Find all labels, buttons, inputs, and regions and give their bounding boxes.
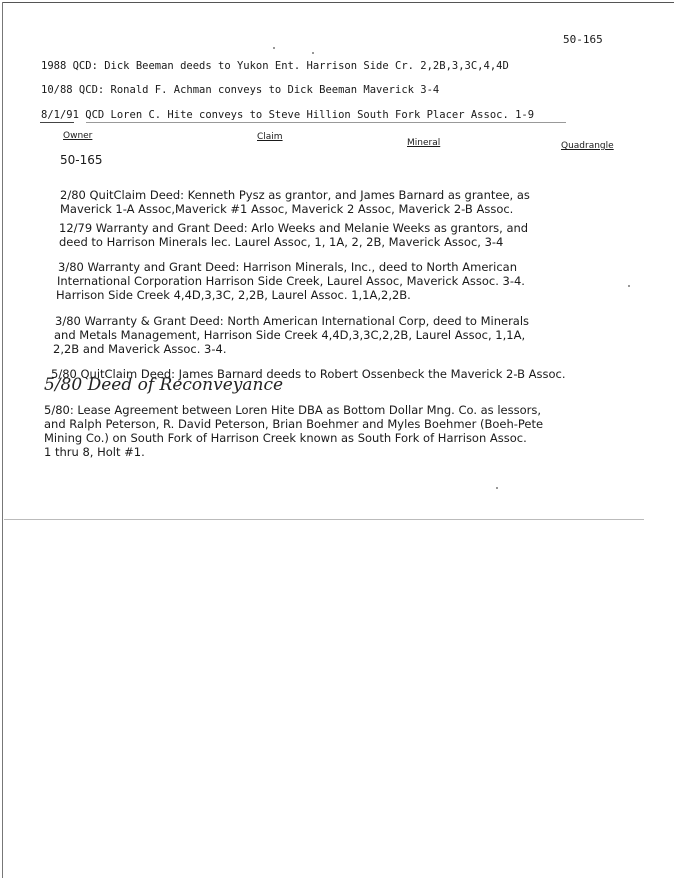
underline-form [86, 122, 566, 123]
entry-1-line-2: Maverick 1-A Assoc,Maverick #1 Assoc, Maverick 2 Assoc, Maverick 2-B Assoc. [60, 202, 514, 216]
handwritten-note: 5/80 Deed of Reconveyance [44, 375, 284, 395]
entry-3-line-3: Harrison Side Creek 4,4D,3,3C, 2,2B, Laurel Assoc. 1,1A,2,2B. [56, 288, 411, 302]
page-number: 50-165 [563, 33, 603, 46]
scan-speck [273, 47, 275, 49]
scan-speck [628, 285, 630, 287]
entry-5-line-1: 5/80 QuitClaim Deed: James Barnard deeds to Robert Ossenbeck the Maverick 2-B Assoc. [51, 367, 566, 381]
page-top-edge [2, 2, 674, 3]
page-left-edge [2, 2, 3, 878]
file-number: 50-165 [60, 153, 103, 167]
entry-2-line-2: deed to Harrison Minerals lec. Laurel Assoc, 1, 1A, 2, 2B, Maverick Assoc, 3-4 [59, 235, 504, 249]
lease-line-1: 5/80: Lease Agreement between Loren Hite DBA as Bottom Dollar Mng. Co. as lessors, [44, 403, 541, 417]
lease-line-3: Mining Co.) on South Fork of Harrison Creek known as South Fork of Harrison Assoc. [44, 431, 527, 445]
fold-line [4, 519, 644, 520]
entry-1-line-1: 2/80 QuitClaim Deed: Kenneth Pysz as grantor, and James Barnard as grantee, as [60, 188, 530, 202]
entry-4-line-3: 2,2B and Maverick Assoc. 3-4. [53, 342, 227, 356]
entry-3-line-1: 3/80 Warranty and Grant Deed: Harrison Minerals, Inc., deed to North American [58, 260, 517, 274]
top-line-2: 10/88 QCD: Ronald F. Achman conveys to Dick Beeman Maverick 3-4 [41, 84, 440, 96]
scan-speck [312, 52, 314, 54]
entry-2-line-1: 12/79 Warranty and Grant Deed: Arlo Weeks and Melanie Weeks as grantors, and [59, 221, 529, 235]
underline-date [40, 122, 74, 123]
entry-4-line-1: 3/80 Warranty & Grant Deed: North American International Corp, deed to Minerals [55, 314, 530, 328]
header-owner: Owner [63, 131, 93, 141]
lease-line-2: and Ralph Peterson, R. David Peterson, Brian Boehmer and Myles Boehmer (Boeh-Pete [44, 417, 544, 431]
top-line-1: 1988 QCD: Dick Beeman deeds to Yukon Ent. Harrison Side Cr. 2,2B,3,3C,4,4D [41, 60, 509, 72]
top-line-3: 8/1/91 QCD Loren C. Hite conveys to Steve Hillion South Fork Placer Assoc. 1-9 [41, 109, 535, 121]
header-claim: Claim [257, 132, 283, 142]
entry-4-line-2: and Metals Management, Harrison Side Creek 4,4D,3,3C,2,2B, Laurel Assoc, 1,1A, [54, 328, 526, 342]
header-mineral: Mineral [407, 138, 441, 148]
scan-speck [496, 487, 498, 489]
lease-line-4: 1 thru 8, Holt #1. [44, 445, 145, 459]
header-quadrangle: Quadrangle [561, 141, 614, 151]
entry-3-line-2: International Corporation Harrison Side Creek, Laurel Assoc, Maverick Assoc. 3-4. [57, 274, 525, 288]
